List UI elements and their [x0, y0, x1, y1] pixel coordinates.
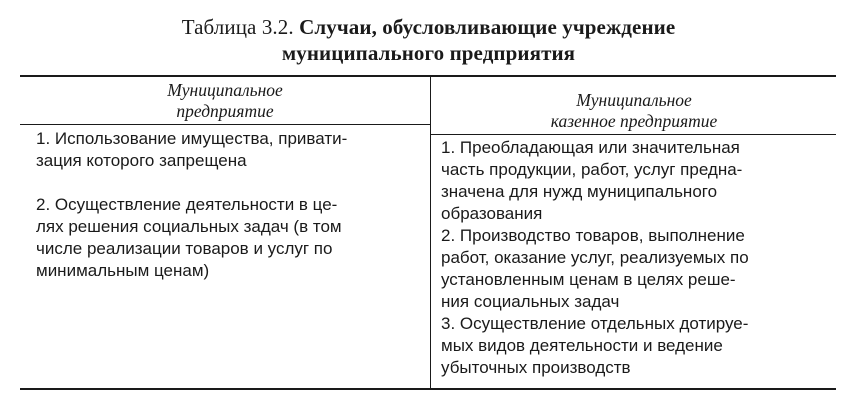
right-item-1: 1. Преобладающая или значительная часть продукции, работ, услуг предна- значена для нужд муниципального образования	[441, 138, 743, 223]
left-item-spacer	[36, 172, 410, 194]
caption-title-line-1: Случаи, обусловливающие учреждение	[299, 15, 676, 39]
caption-prefix: Таблица 3.2.	[181, 15, 294, 39]
left-column-cell	[36, 128, 410, 282]
column-divider	[430, 77, 431, 388]
header-left-text: Муниципальное предприятие	[167, 80, 283, 121]
right-item-3: 3. Осуществление отдельных дотируе- мых видов деятельности и ведение убыточных производств	[441, 314, 749, 377]
table-caption	[0, 14, 857, 66]
header-right-text: Муниципальное казенное предприятие	[550, 90, 718, 131]
left-item-2: 2. Осуществление деятельности в це- лях решения социальных задач (в том числе реализации товаров и услуг по минимальным ценам)	[36, 195, 342, 280]
caption-line-1	[0, 14, 857, 40]
header-rule-left	[20, 124, 430, 125]
right-column-cell	[441, 137, 821, 379]
caption-title-line-2: муниципального предприятия	[281, 41, 576, 65]
left-item-1: 1. Использование имущества, привати- зация которого запрещена	[36, 129, 348, 170]
right-item-2: 2. Производство товаров, выполнение работ, оказание услуг, реализуемых по установленным ценам в целях реше- ния социальных задач	[441, 226, 749, 311]
header-rule-right	[430, 134, 836, 135]
header-municipal-treasury-enterprise	[432, 90, 836, 132]
cases-table	[20, 75, 836, 390]
header-municipal-enterprise	[20, 80, 430, 122]
